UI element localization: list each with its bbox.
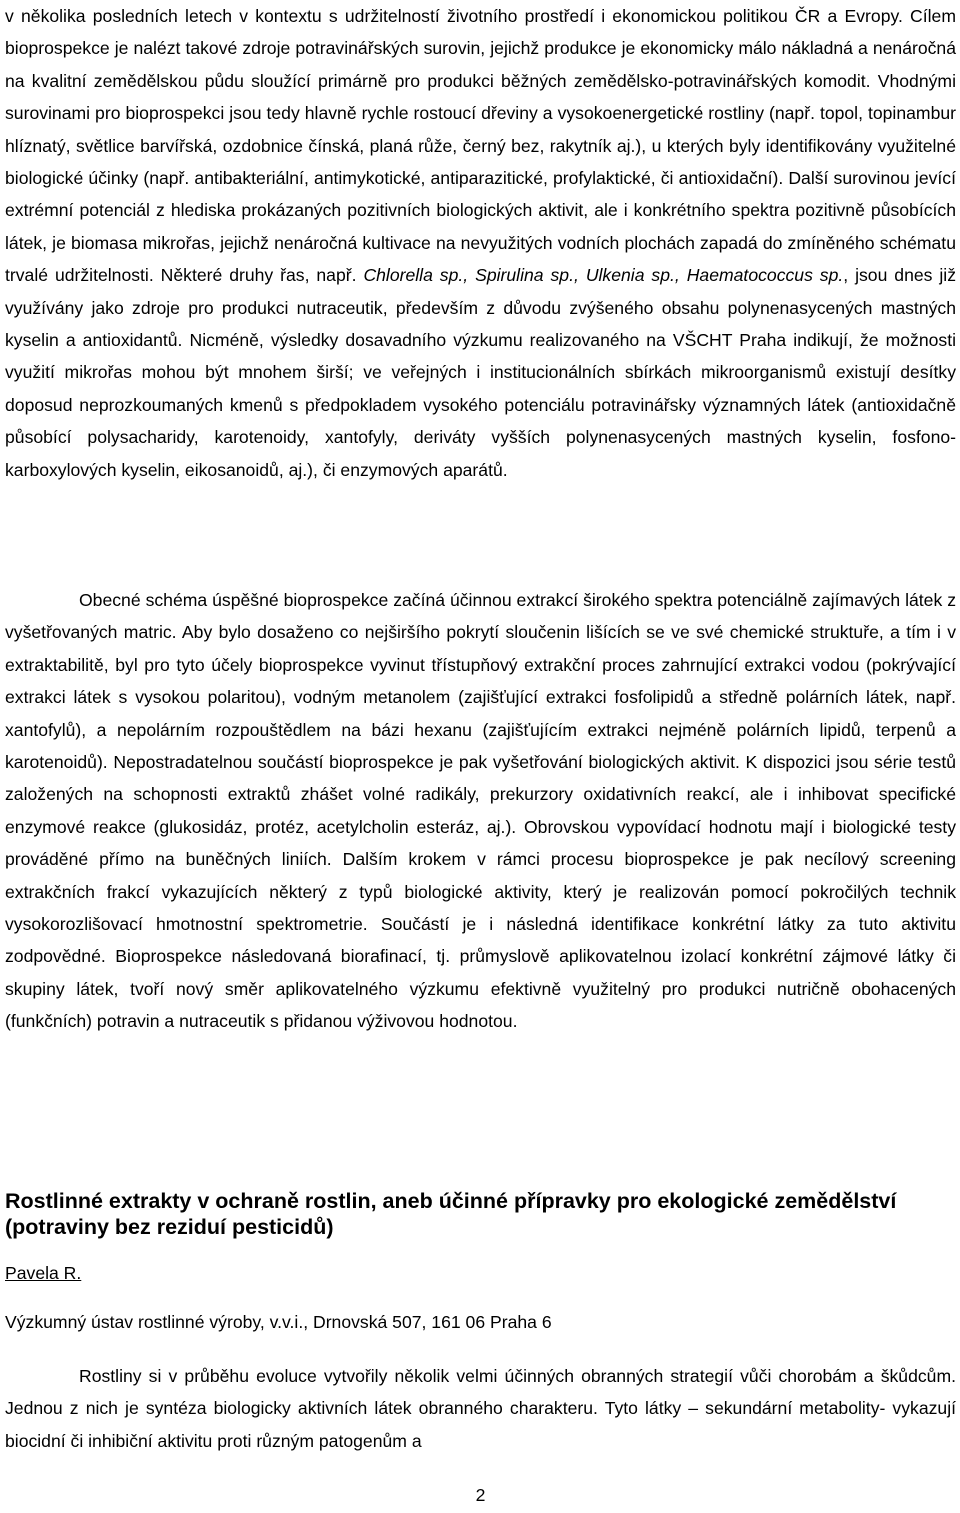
article-title: Rostlinné extrakty v ochraně rostlin, aneb účinné přípravky pro ekologické zemědělství (potraviny bez reziduí pesticidů) [5,1189,897,1239]
genus-name-chlorella: Chlorella sp. [363,265,464,286]
document-page [5,0,956,1513]
genus-name-spirulina: Spirulina sp. [475,265,574,286]
genus-name-haematococcus: Haematococcus sp. [686,265,844,286]
body-paragraph [5,0,956,486]
body-paragraph: Obecné schéma úspěšné bioprospekce začíná účinnou extrakcí širokého spektra potenciálně zajímavých látek z vyšetřovaných matric. Aby bylo dosaženo co nejširšího pokrytí sloučenin lišících se ve své chemické struktuře, a tím i v extraktabilitě, byl pro tyto účely bioprospekce vyvinut třístupňový extrakční proces zahrnující extrakci vodou (pokrývající extrakci látek s vysokou polaritou), vodným metanolem (zajišťující extrakci fosfolipidů a středně polárních látek, např. xantofylů), a nepolárním rozpouštědlem na bázi hexanu (zajišťujícím extrakci nejméně polárních lipidů, terpenů a karotenoidů). Nepostradatelnou součástí bioprospekce je pak vyšetřování biologických aktivit. K dispozici jsou série testů založených na schopnosti extraktů zhášet volné radikály, prekurzory oxidativních reakcí, ale i inhibovat specifické enzymové reakce (glukosidáz, protéz, acetylcholin esteráz, aj.). Obrovskou vypovídací hodnotu mají i biologické testy prováděné přímo na buněčných liniích. Dalším krokem v rámci procesu bioprospekce je pak necílový screening extrakčních frakcí vykazujících některý z typů biologické aktivity, který je realizován pomocí pokročilých technik vysokorozlišovací hmotnostní spektrometrie. Součástí je i následná identifikace konkrétní látky za tuto aktivitu zodpovědné. Bioprospekce následovaná biorafinací, tj. průmyslově aplikovatelnou izolací konkrétní zájmové látky či skupiny látek, tvoří nový směr aplikovatelného výzkumu efektivně využitelný pro produkci nutričně obohacených (funkčních) potravin a nutraceutik s přidanou výživovou hodnotou. [5,590,956,1032]
separator: , [573,265,586,286]
body-paragraph: Rostliny si v průběhu evoluce vytvořily několik velmi účinných obranných strategií vůči chorobám a škůdcům. Jednou z nich je syntéza biologicky aktivních látek obranného charakteru. Tyto látky – sekundární metabolity- vykazují biocidní či inhibiční aktivitu proti různým patogenům a [5,1366,956,1451]
paragraph-text: , jsou dnes již využívány jako zdroje pro produkci nutraceutik, především z důvodu zvýšeného obsahu polynenasycených mastných kyselin a antioxidantů. Nicméně, výsledky dosavadního výzkumu realizovaného na VŠCHT Praha indikují, že možnosti využití mikrořas mohou být mnohem širší; ve veřejných i institucionálních sbírkách mikroorganismů existují desítky doposud neprozkoumaných kmenů s předpokladem vysokého potenciálu potravinářsky významných látek (antioxidačně působící polysacharidy, karotenoidy, xantofyly, deriváty vyšších polynenasycených mastných kyselin, fosfono-karboxylových kyselin, eikosanoidů, aj.), či enzymových aparátů. [5,265,957,480]
separator: , [463,265,476,286]
page-number: 2 [475,1485,486,1505]
article-author: Pavela R. [5,1263,82,1283]
author-affiliation: Výzkumný ústav rostlinné výroby, v.v.i., Drnovská 507, 161 06 Praha 6 [5,1312,552,1332]
paragraph-text: v několika posledních letech v kontextu s udržitelností životního prostředí i ekonomickou politikou ČR a Evropy. Cílem bioprospekce je nalézt takové zdroje potravinářských surovin, jejichž produkce je ekonomicky málo nákladná a nenáročná na kvalitní zemědělskou půdu sloužící primárně pro produkci běžných zemědělsko-potravinářských komodit. Vhodnými surovinami pro bioprospekci jsou tedy hlavně rychle rostoucí dřeviny a vysokoenergetické rostliny (např. topol, topinambur hlíznatý, světlice barvířská, ozdobnice čínská, planá růže, černý bez, rakytník aj.), u kterých byly identifikovány využitelné biologické účinky (např. antibakteriální, antimykotické, antiparazitické, profylaktické, či antioxidační). Další surovinou jevící extrémní potenciál z hlediska prokázaných pozitivních biologických aktivit, ale i konkrétního spektra pozitivně působících látek, je biomasa mikrořas, jejichž nenáročná kultivace na nevyužitých vodních plochách zapadá do zmíněného schématu trvalé udržitelnosti. Některé druhy řas, např. [5,6,956,286]
genus-name-ulkenia: Ulkenia sp. [585,265,675,286]
separator: , [674,265,687,286]
